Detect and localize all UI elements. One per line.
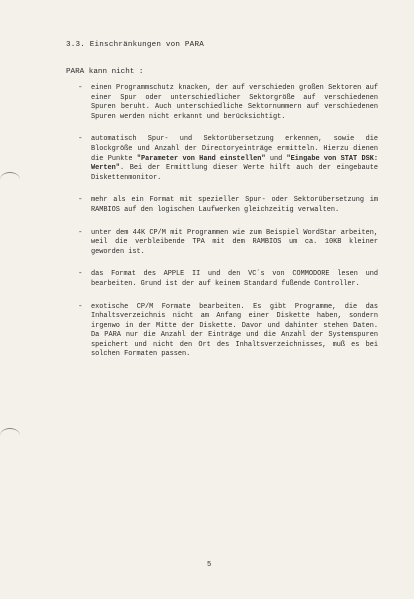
text-segment: und	[265, 154, 287, 163]
intro-line: PARA kann nicht :	[66, 68, 144, 76]
dash-bullet: -	[78, 270, 83, 279]
list-item	[78, 196, 378, 215]
section-heading: 3.3. Einschränkungen von PARA	[66, 41, 204, 49]
text-segment: automatisch Spur- und Sektorübersetzung erkennen, sowie die Blockgröße und Anzahl der Directoryeinträge ermitteln. Hierzu dienen die Punkte	[91, 135, 378, 163]
dash-bullet: -	[78, 196, 83, 205]
punch-hole-mark	[0, 172, 20, 187]
list-item	[78, 229, 378, 258]
dash-bullet: -	[78, 302, 83, 311]
dash-bullet: -	[78, 135, 83, 144]
bold-menu-reference: "Parameter von Hand einstellen"	[136, 154, 266, 163]
dash-bullet: -	[78, 228, 83, 237]
list-item-text: das Format des APPLE II und den VC´s von COMMODORE lesen und bearbeiten. Grund ist der auf keinem Standard fußende Controller.	[91, 270, 378, 288]
page-number: 5	[207, 561, 212, 569]
text-segment: . Bei der Ermittlung dieser Werte hilft auch der eingebaute Diskettenmonitor.	[91, 164, 378, 182]
list-item	[78, 84, 378, 122]
list-item	[78, 135, 378, 183]
list-item-text: unter dem 44K CP/M mit Programmen wie zum Beispiel WordStar arbeiten, weil die verbleibende TPA mit dem RAMBIOS um ca. 10KB kleiner geworden ist.	[91, 228, 378, 256]
list-item-text: mehr als ein Format mit spezieller Spur- oder Sektorübersetzung im RAMBIOS auf den logischen Laufwerken gleichzeitig verwalten.	[91, 196, 378, 214]
list-item-text	[91, 135, 378, 183]
restriction-list	[78, 84, 378, 373]
list-item-text: exotische CP/M Formate bearbeiten. Es gibt Programme, die das Inhaltsverzeichnis nicht am Anfang einer Diskette haben, sondern irgenwo in der Mitte der Diskette. Davor und dahinter stehen Daten. Da PARA nur die Anzahl der Einträge und die Anzahl der Systemspuren speichert und nicht den Ort des Inhaltsverzeichnisses, muß es bei solchen Formaten passen.	[91, 302, 378, 359]
bold-menu-reference: "Eingabe von STAT DSK: Werten"	[91, 154, 378, 173]
dash-bullet: -	[78, 84, 83, 92]
list-item-text: einen Programmschutz knacken, der auf verschieden großen Sektoren auf einer Spur oder unterschiedlicher Sektorgröße auf verschiedenen Spuren beruht. Auch unterschiedliche Sektornummern auf verschiedenen Spuren werden nicht erkannt und berücksichtigt.	[91, 84, 378, 121]
punch-hole-mark	[0, 428, 20, 443]
list-item	[78, 270, 378, 289]
list-item	[78, 303, 378, 361]
